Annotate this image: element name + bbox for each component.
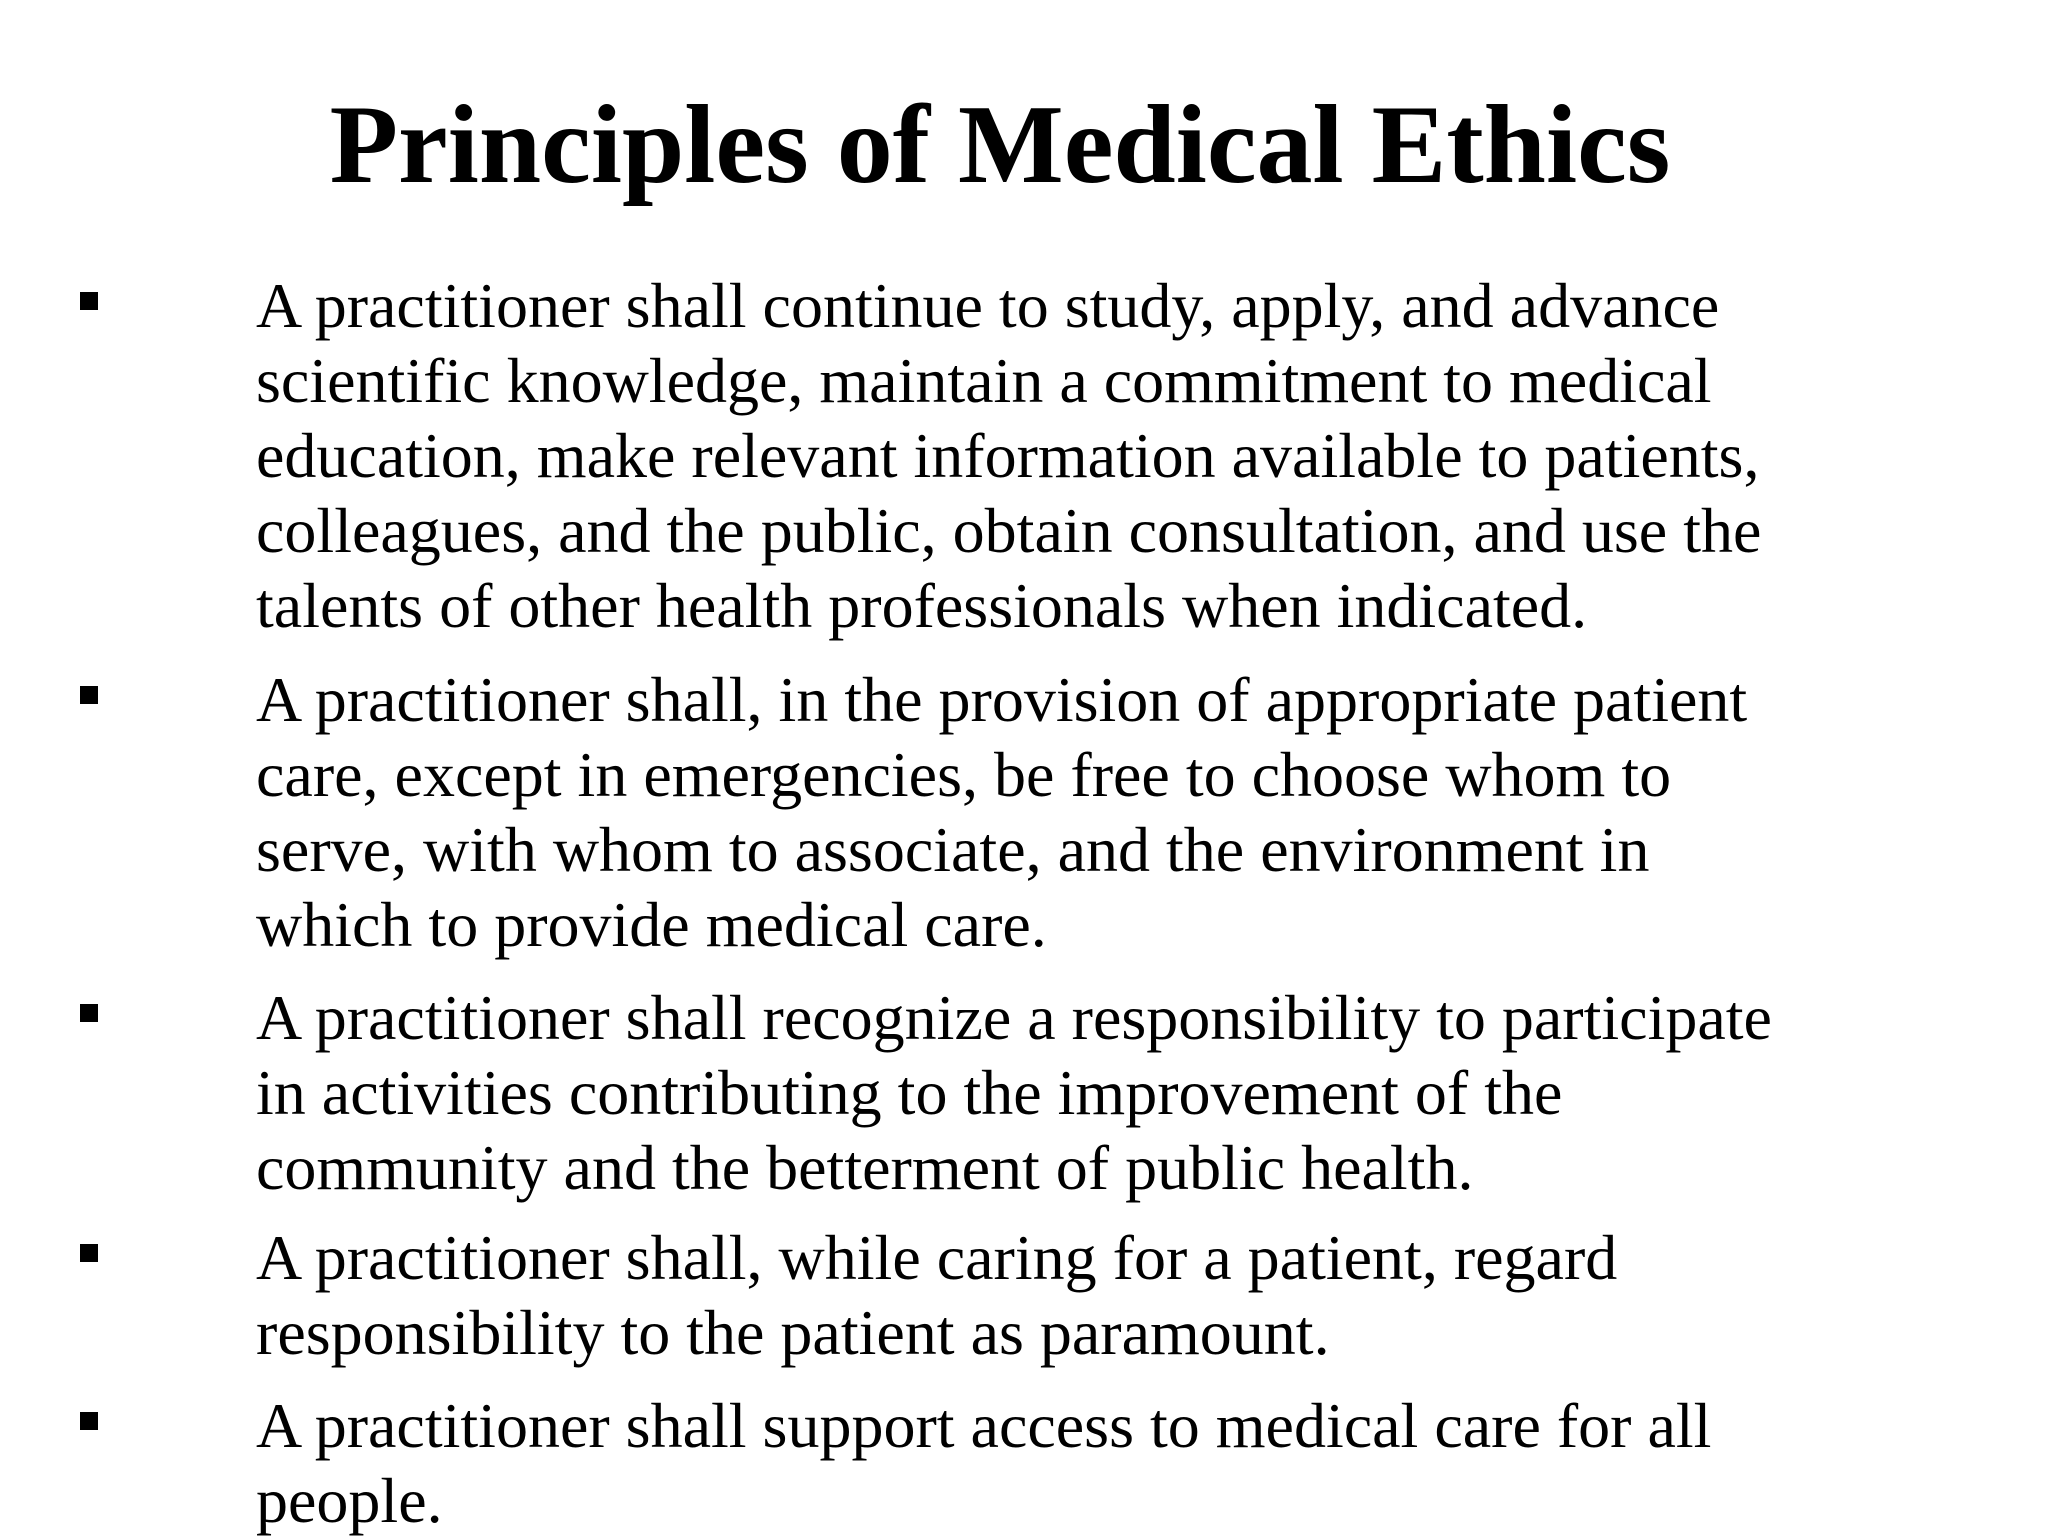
bullet-line: which to provide medical care. xyxy=(256,889,1047,960)
bullet-line: A practitioner shall support access to medical care for all xyxy=(256,1390,1712,1461)
slide-title: Principles of Medical Ethics xyxy=(329,83,1671,207)
bullet-line: scientific knowledge, maintain a commitment to medical xyxy=(256,345,1712,416)
bullet-line: A practitioner shall recognize a responsibility to participate xyxy=(256,982,1772,1053)
bullet-text xyxy=(256,980,1976,1205)
bullet-line: in activities contributing to the improvement of the xyxy=(256,1057,1563,1128)
square-bullet-icon xyxy=(80,1004,98,1022)
bullet-line: talents of other health professionals when indicated. xyxy=(256,570,1588,641)
bullet-line: education, make relevant information available to patients, xyxy=(256,420,1760,491)
bullet-line: community and the betterment of public health. xyxy=(256,1132,1474,1203)
bullet-line: A practitioner shall, while caring for a patient, regard xyxy=(256,1222,1618,1293)
bullet-line: A practitioner shall, in the provision of appropriate patient xyxy=(256,664,1748,735)
square-bullet-icon xyxy=(80,292,98,310)
bullet-line: serve, with whom to associate, and the environment in xyxy=(256,814,1650,885)
square-bullet-icon xyxy=(80,1244,98,1262)
square-bullet-icon xyxy=(80,1412,98,1430)
bullet-text xyxy=(256,1220,1976,1370)
bullet-line: people. xyxy=(256,1465,443,1536)
bullet-text xyxy=(256,662,1976,962)
square-bullet-icon xyxy=(80,686,98,704)
bullet-text xyxy=(256,268,1976,643)
bullet-line: responsibility to the patient as paramount. xyxy=(256,1297,1330,1368)
bullet-text xyxy=(256,1388,1976,1538)
bullet-line: colleagues, and the public, obtain consultation, and use the xyxy=(256,495,1762,566)
bullet-line: care, except in emergencies, be free to choose whom to xyxy=(256,739,1672,810)
bullet-line: A practitioner shall continue to study, apply, and advance xyxy=(256,270,1720,341)
